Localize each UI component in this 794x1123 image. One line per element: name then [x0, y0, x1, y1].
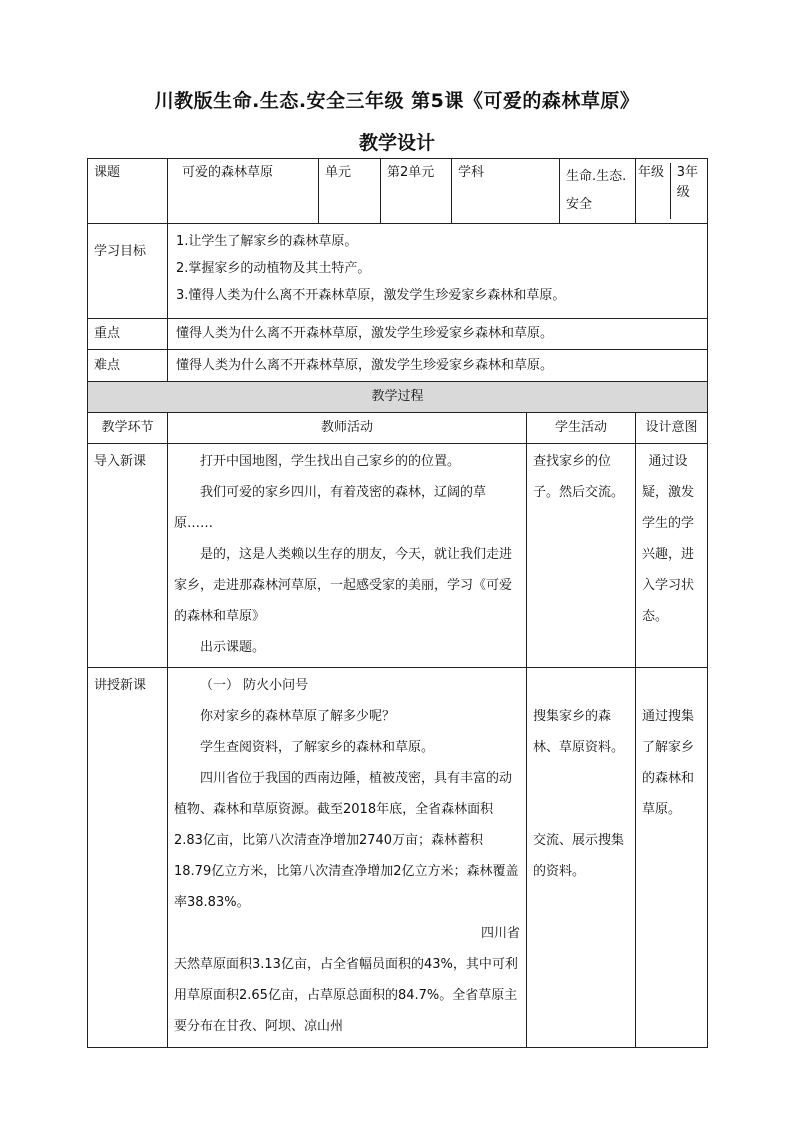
objective-item: 2.掌握家乡的动植物及其土特产。 [176, 261, 371, 276]
student-activity: 查找家乡的位子。然后交流。 [533, 454, 625, 500]
student-activity: 交流、展示搜集的资料。 [533, 833, 625, 879]
objective-item: 1.让学生了解家乡的森林草原。 [176, 234, 358, 249]
key-point-text: 懂得人类为什么离不开森林草原，激发学生珍爱家乡森林和草原。 [168, 319, 708, 350]
teacher-paragraph: 学生查阅资料，了解家乡的森林和草原。 [200, 740, 435, 755]
process-heading: 教学过程 [88, 382, 708, 413]
difficulty-label: 难点 [88, 350, 168, 382]
teacher-paragraph: 出示课题。 [200, 640, 266, 655]
process-column-header [88, 413, 708, 444]
objectives-label: 学习目标 [88, 224, 168, 319]
intro-stage: 导入新课 [88, 444, 168, 668]
teacher-paragraph: 打开中国地图，学生找出自己家乡的的位置。 [200, 454, 461, 469]
grade-value: 3年级 [676, 165, 699, 200]
key-point-label: 重点 [88, 319, 168, 350]
teacher-paragraph: 四川省位于我国的西南边陲，植被茂密，具有丰富的动植物、森林和草原资源。截至2018年底，全省森林面积2.83亿亩，比第八次清查净增加2740万亩；森林蓄积18.79亿立方米，比第八次清查净增加2亿立方米；森林覆盖率38.83%。 [174, 771, 519, 910]
student-activity: 搜集家乡的森林、草原资料。 [533, 709, 625, 755]
intro-row [88, 444, 708, 668]
teacher-paragraph: 是的，这是人类赖以生存的朋友，今天，就让我们走进家乡，走进那森林河草原，一起感受家的美丽，学习《可爱的森林和草原》 [174, 547, 513, 624]
unit-value: 第2单元 [381, 159, 452, 224]
topic-label: 课题 [88, 159, 168, 224]
teacher-paragraph: 天然草原面积3.13亿亩，占全省幅员面积的43%，其中可利用草原面积2.65亿亩，占草原总面积的84.7%。全省草原主要分布在甘孜、阿坝、凉山州 [174, 957, 518, 1034]
info-row [88, 159, 708, 224]
teacher-paragraph: 你对家乡的森林草原了解多少呢？ [200, 709, 396, 724]
teacher-paragraph: 四川省 [480, 926, 520, 941]
grade-label: 年级 [636, 163, 671, 219]
subject-value: 生命.生态.安全 [560, 159, 636, 224]
document-subtitle: 教学设计 [358, 132, 435, 154]
column-teacher: 教师活动 [168, 413, 527, 444]
process-heading-row [88, 382, 708, 413]
design-intent: 通过搜集了解家乡的森林和草原。 [642, 709, 695, 817]
objective-item: 3.懂得人类为什么离不开森林草原，激发学生珍爱家乡森林和草原。 [176, 288, 566, 303]
column-student: 学生活动 [527, 413, 636, 444]
difficulty-row [88, 350, 708, 382]
unit-label: 单元 [319, 159, 381, 224]
difficulty-text: 懂得人类为什么离不开森林草原，激发学生珍爱家乡森林和草原。 [168, 350, 708, 382]
objectives-row [88, 224, 708, 319]
section-heading: （一） 防火小问号 [200, 678, 309, 693]
column-intent: 设计意图 [636, 413, 708, 444]
document-title: 川教版生命.生态.安全三年级 第5课《可爱的森林草原》 [154, 90, 640, 112]
design-intent: 通过设疑，激发学生的学兴趣，进入学习状态。 [642, 454, 695, 624]
subject-label: 学科 [452, 159, 560, 224]
new-stage: 讲授新课 [88, 668, 168, 1048]
lesson-plan-table [87, 158, 708, 1048]
column-stage: 教学环节 [88, 413, 168, 444]
teacher-paragraph: 我们可爱的家乡四川，有着茂密的森林，辽阔的草原…… [174, 485, 487, 531]
key-point-row [88, 319, 708, 350]
topic-value: 可爱的森林草原 [168, 159, 319, 224]
new-lesson-row [88, 668, 708, 1048]
